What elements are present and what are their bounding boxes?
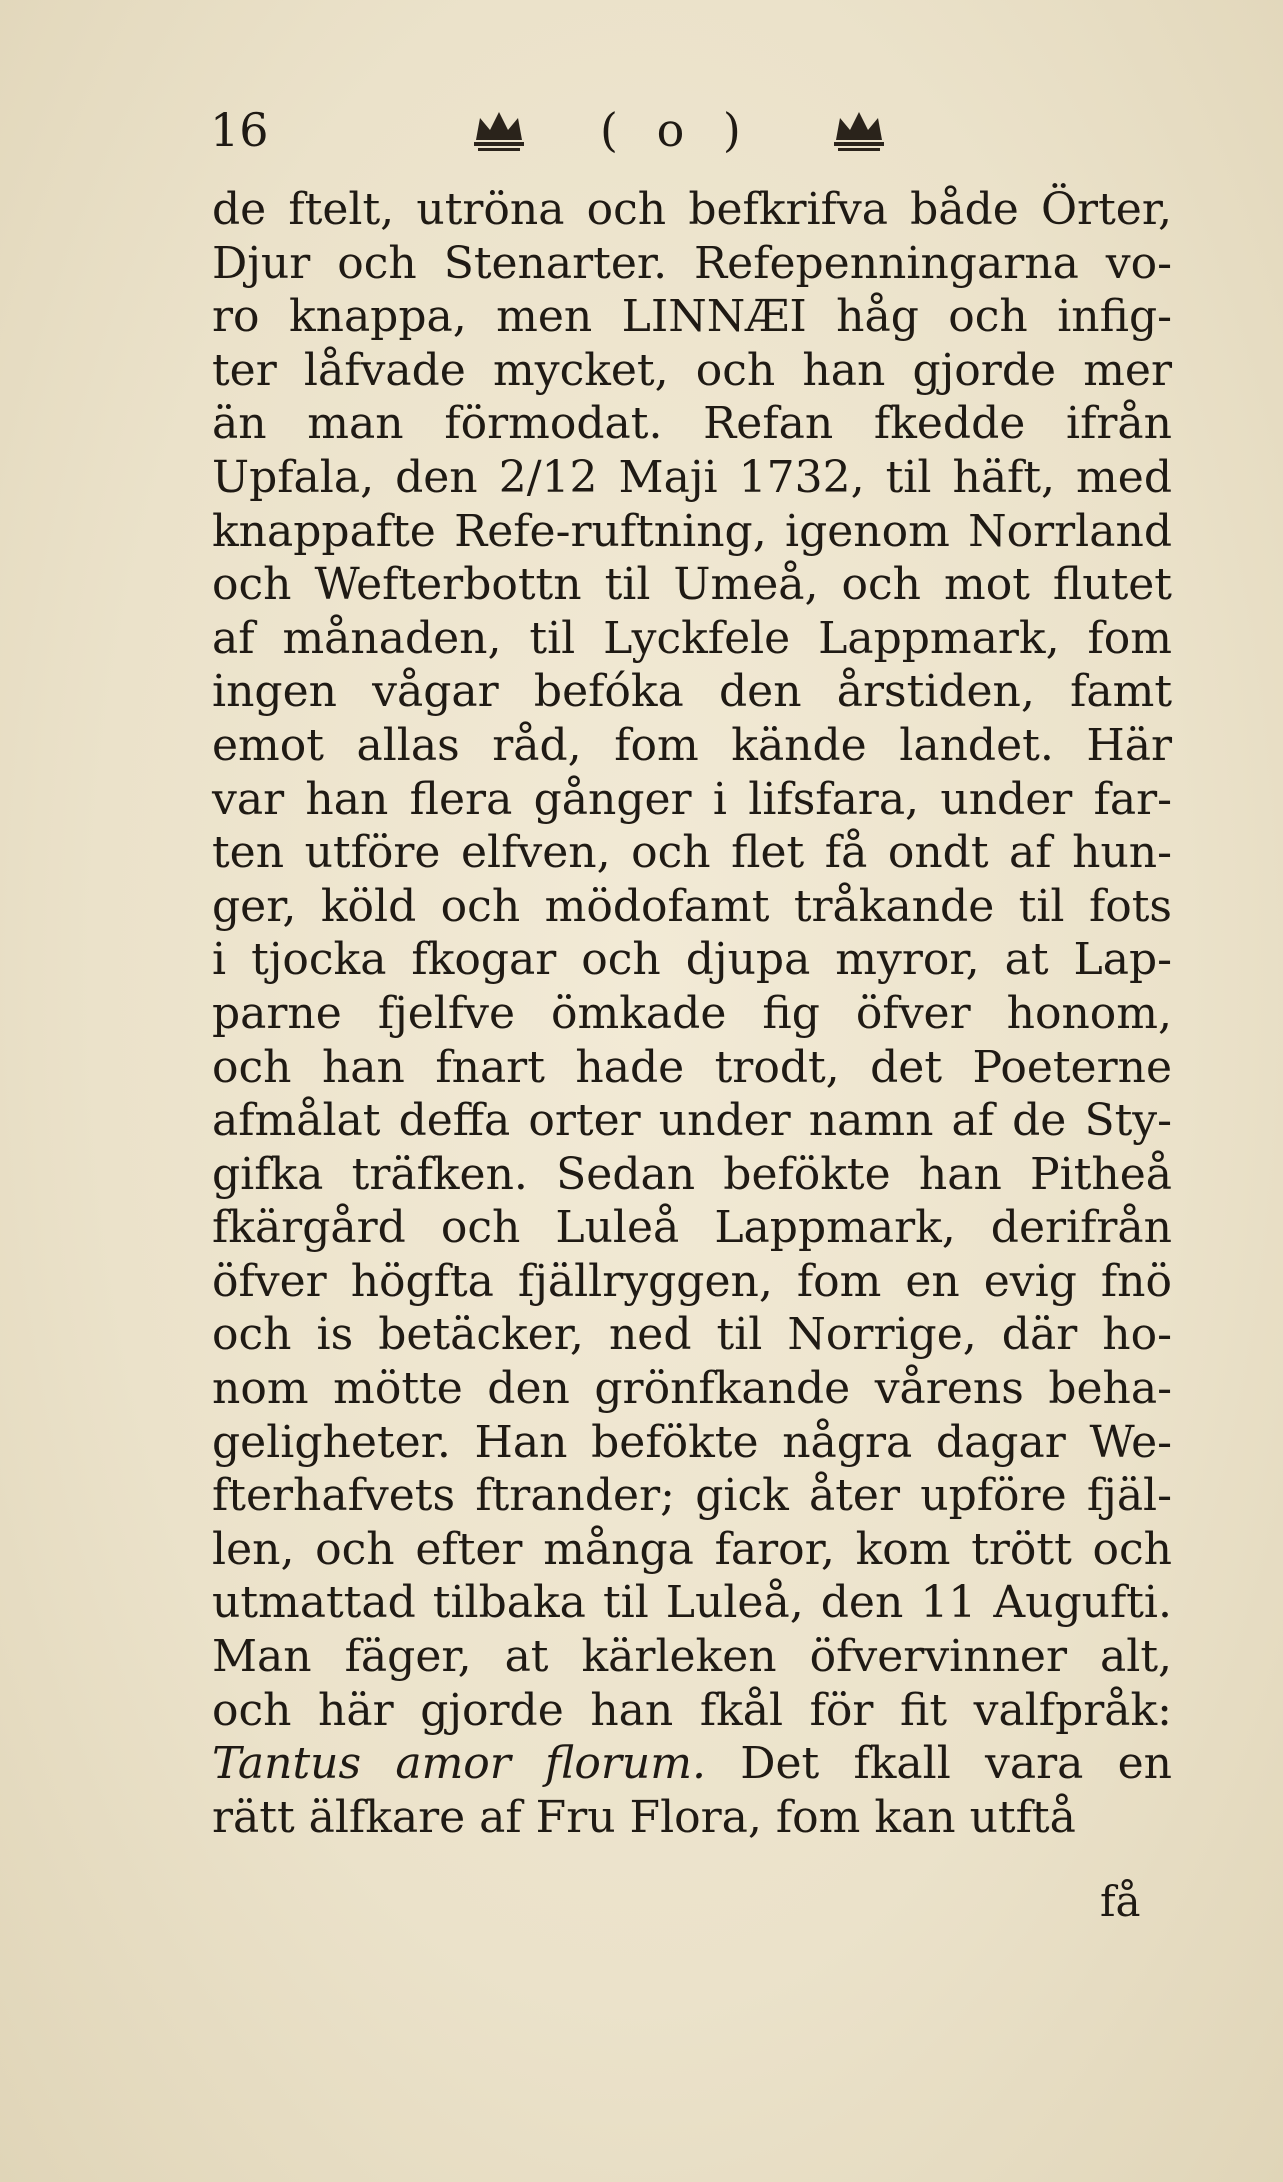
- page-header: [210, 100, 910, 170]
- text-line: ger, köld och mödofamt tråkande til fots: [212, 880, 1172, 932]
- text-line: gifka träfken. Sedan befökte han Pitheå: [212, 1148, 1172, 1200]
- text-line: fterhafvets ftrander; gick åter upföre fjäl-: [212, 1470, 1172, 1522]
- text-line: och is betäcker, ned til Norrige, där ho-: [212, 1309, 1172, 1361]
- text-line: ingen vågar befóka den årstiden, famt: [212, 666, 1172, 718]
- text-line: och här gjorde han fkål för fit valfpråk:: [212, 1684, 1172, 1736]
- text-line: rätt älfkare af Fru Flora, fom kan utftå: [212, 1791, 1076, 1843]
- text-line: parne fjelfve ömkade fig öfver honom,: [212, 987, 1172, 1039]
- text-line: och han fnart hade trodt, det Poeterne: [212, 1041, 1172, 1093]
- text-line: var han flera gånger i lifsfara, under far-: [212, 773, 1172, 825]
- crown-ornament-icon: [470, 106, 528, 154]
- text-line: i tjocka fkogar och djupa myror, at Lap-: [212, 934, 1172, 986]
- text-line: fkärgård och Luleå Lappmark, derifrån: [212, 1202, 1172, 1254]
- text-line: geligheter. Han befökte några dagar We-: [212, 1416, 1172, 1468]
- body-text: [212, 183, 1172, 1844]
- latin-motto: Tantus amor florum.: [212, 1738, 706, 1790]
- catchword: få: [1100, 1877, 1141, 1926]
- text-line-with-motto: [212, 1737, 1172, 1791]
- text-line: ten utföre elfven, och flet få ondt af hun-: [212, 827, 1172, 879]
- text-line: de ftelt, utröna och befkrifva både Örter,: [212, 184, 1172, 235]
- text-line: Djur och Stenarter. Refepenningarna vo-: [212, 237, 1172, 289]
- text-line: och Wefterbottn til Umeå, och mot flutet: [212, 559, 1172, 611]
- text-line: afmålat deffa orter under namn af de Sty-: [212, 1095, 1172, 1147]
- text-line: Man fäger, at kärleken öfvervinner alt,: [212, 1631, 1172, 1683]
- text-line: än man förmodat. Refan fkedde ifrån: [212, 398, 1172, 450]
- text-line-tail: Det fkall vara en: [740, 1738, 1172, 1790]
- text-line: emot allas råd, fom kände landet. Här: [212, 719, 1172, 771]
- text-line: ter låfvade mycket, och han gjorde mer: [212, 344, 1172, 396]
- text-line: len, och efter många faror, kom trött och: [212, 1523, 1172, 1575]
- page-number: 16: [210, 103, 269, 157]
- text-line: knappafte Refe-ruftning, igenom Norrland: [212, 505, 1172, 557]
- text-line: Upfala, den 2/12 Maji 1732, til häft, med: [212, 451, 1172, 503]
- crown-ornament-icon: [830, 106, 888, 154]
- header-mark: ( o ): [600, 103, 753, 157]
- text-line: nom mötte den grönfkande vårens beha-: [212, 1363, 1172, 1415]
- text-line: utmattad tilbaka til Luleå, den 11 Augufti.: [212, 1577, 1172, 1629]
- text-line: ro knappa, men LINNÆI håg och infig-: [212, 291, 1172, 343]
- text-line: öfver högfta fjällryggen, fom en evig fnö: [212, 1255, 1172, 1307]
- text-line: af månaden, til Lyckfele Lappmark, fom: [212, 612, 1172, 664]
